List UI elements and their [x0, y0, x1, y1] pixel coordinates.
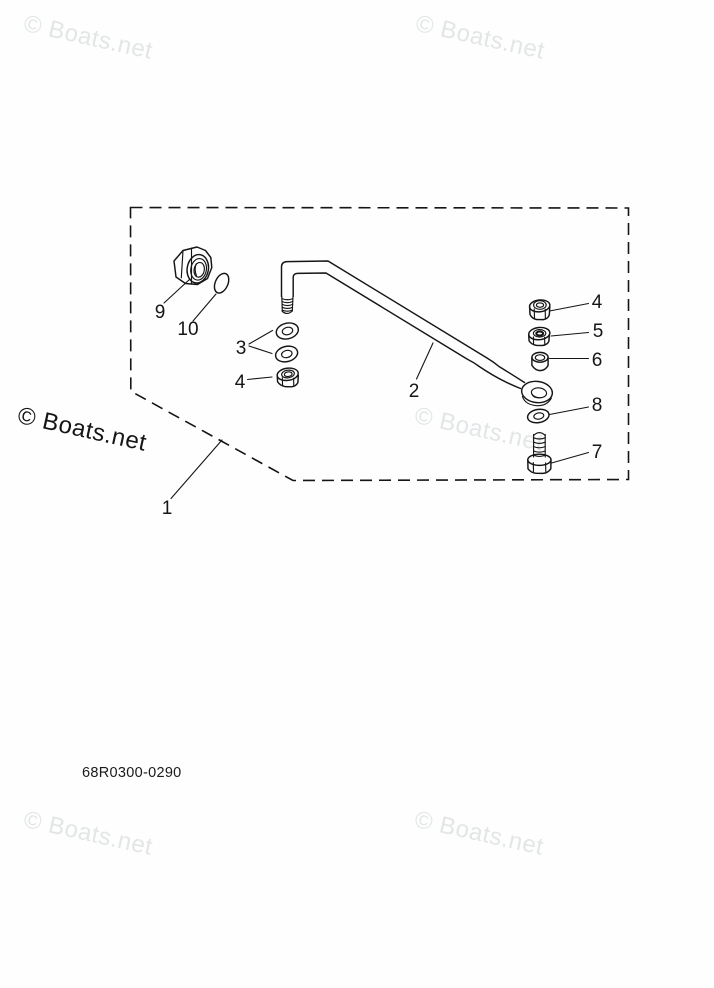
callout-8: 8 — [591, 395, 603, 416]
nut-icon — [528, 326, 550, 345]
watermark-middle-right: © Boats.net — [412, 402, 547, 457]
watermark-middle-left: © Boats.net — [15, 402, 150, 457]
watermark-bottom-right: © Boats.net — [412, 806, 547, 861]
washer-pair-icon — [274, 321, 300, 364]
callout-2: 2 — [408, 381, 420, 402]
assembly-dashed-outline — [131, 208, 629, 481]
callout-9: 9 — [154, 302, 166, 323]
callout-1: 1 — [161, 498, 173, 519]
watermark-bottom-left: © Boats.net — [21, 806, 156, 861]
callout-10: 10 — [177, 319, 199, 340]
callout-5: 5 — [592, 321, 604, 342]
locknut-left-icon — [276, 367, 299, 387]
locknut-right-icon — [529, 299, 551, 320]
callout-3: 3 — [235, 338, 247, 359]
washer-icon — [527, 408, 551, 425]
callout-4-left: 4 — [234, 372, 246, 393]
bolt-icon — [528, 433, 551, 474]
diagram-part-code: 68R0300-0290 — [82, 765, 182, 781]
callout-6: 6 — [591, 350, 603, 371]
callout-4-right: 4 — [591, 292, 603, 313]
o-ring-icon — [212, 271, 232, 295]
watermark-top-left: © Boats.net — [21, 10, 156, 65]
cap-nut-icon — [174, 247, 212, 285]
callout-7: 7 — [591, 442, 603, 463]
watermark-top-right: © Boats.net — [413, 10, 548, 65]
bushing-icon — [532, 352, 548, 370]
callout-leader-lines — [164, 279, 589, 499]
